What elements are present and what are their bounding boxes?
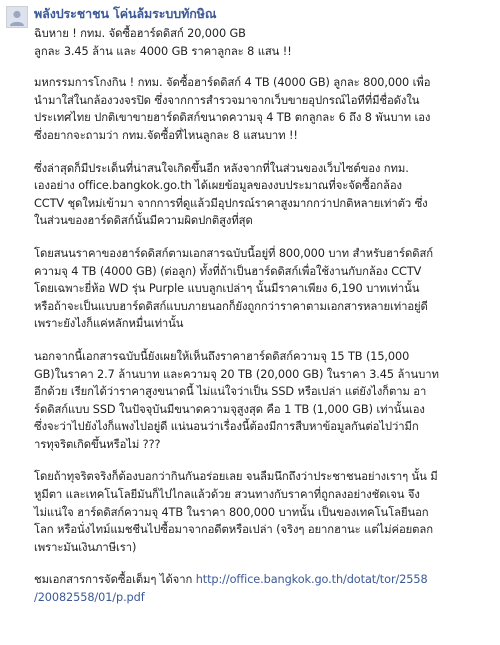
post-paragraph-headline: ฉิบหาย ! กทม. จัดซื้อฮาร์ดดิสก์ 20,000 GB ลูกละ 3.45 ล้าน และ 4000 GB ราคาลูกละ 8 แสน !!	[34, 27, 292, 58]
source-pdf-link[interactable]: http://office.bangkok.go.th/dotat/tor/2558 /20082558/01/p.pdf	[34, 573, 428, 605]
post-paragraph-2: มหกรรมการโกงกิน ! กทม. จัดซื้อฮาร์ดดิสก์ 4 TB (4000 GB) ลูกละ 800,000 เพื่อ นำมาใส่ในกล้องวงจรปิด ซึ่งจากการสำรวจมาจากเว็บขายอุปกรณ์ไอทีที่มีชื่อดังใน ประเทศไทย ปกติเขาขายฮาร์ดดิสก์ขนาดความจุ 4 TB ตกลูกละ 6 ถึง 8 พันบาท เอง ซึ่งอยากจะถามว่า กทม.จัดซื้อที่ไหนลูกละ 8 แสนบาท !!	[34, 76, 431, 142]
source-prefix-text: ชมเอกสารการจัดซื้อเต็มๆ ได้จาก	[34, 573, 196, 587]
post-paragraph-3: ซึ่งล่าสุดก็มีประเด็นที่น่าสนใจเกิดขึ้นอีก หลังจากที่ในส่วนของเว็บไซต์ของ กทม. เองอย่าง office.bangkok.go.th ได้เผยข้อมูลของงบประมาณที่จะจัดซื้อกล้อง CCTV ชุดใหม่เข้ามา จากการที่ดูแล้วมีอุปกรณ์ราคาสูงมากกว่าปกติหลายเท่าตัว ซึ่ง ในส่วนของฮาร์ดดิสก์นั้นมีความผิดปกติสูงที่สุด	[34, 161, 428, 228]
post-paragraph-4: โดยสนนราคาของฮาร์ดดิสก์ตามเอกสารฉบับนี้อยู่ที่ 800,000 บาท สำหรับฮาร์ดดิสก์ ความจุ 4 TB (4000 GB) (ต่อลูก) ทั้งที่ถ้าเป็นฮาร์ดดิสก์เพื่อใช้งานกับกล้อง CCTV โดยเฉพาะยี่ห้อ WD รุ่น Purple แบบลูกเปล่าๆ นั้นมีราคาเพียง 6,190 บาทเท่านั้น หรือถ้าจะเป็นแบบฮาร์ดดิสก์แบบภายนอกก็ยังถูกกว่าราคาตามเอกสารหลายเท่าอยู่ดี เพราะยังไงก็แค่หลักหมื่นเท่านั้น	[34, 246, 434, 331]
page-name-link[interactable]: พลังประชาชน โค่นล้มระบบทักษิณ	[34, 6, 217, 21]
post-source-line	[34, 571, 496, 606]
post-paragraph-6: โดยถ้าทุจริตจริงก็ต้องบอกว่ากินกันอร่อยเลย จนลืมนึกถึงว่าประชาชนอย่างเราๆ นั้น มี หูมีตา และเทคโนโลยีมันก็ไปไกลแล้วด้วย สวนทางกับราคาที่ถูกลงอย่างชัดเจน จึง ไม่แน่ใจ ฮาร์ดดิสก์ความจุ 4TB ในราคา 800,000 บาทนั้น เป็นของเทคโนโลยีนอก โลก หรือนั่งไทม์แมชชีนไปซื้อมาจากอดีตหรือเปล่า (จริงๆ อยากฮานะ แต่ไม่ค่อยตลก เพราะมันเงินภาษีเรา)	[34, 470, 438, 554]
post-paragraph-5: นอกจากนี้เอกสารฉบับนี้ยังเผยให้เห็นถึงราคาฮาร์ดดิสก์ความจุ 15 TB (15,000 GB)ในราคา 2.7 ล้านบาท และความจุ 20 TB (20,000 GB) ในราคา 3.45 ล้านบาท อีกด้วย เรียกได้ว่าราคาสูงขนาดนี้ ไม่แน่ใจว่าเป็น SSD หรือเปล่า แต่ยังไงก็ตาม อา ร์ดดิสก์แบบ SSD ในปัจจุบันมีขนาดความจุสูงสุด คือ 1 TB (1,000 GB) เท่านั้นเอง ซึ่งจะว่าไปยังไงก็แพงไปอยู่ดี แน่นอนว่าเรื่องนี้ต้องมีการสืบหาข้อมูลกันต่อไปว่ามีก ารทุจริตเกิดขึ้นหรือไม่ ???	[34, 349, 439, 451]
avatar-image-icon	[7, 7, 27, 27]
page-avatar[interactable]	[6, 6, 28, 28]
post-body	[34, 25, 496, 607]
